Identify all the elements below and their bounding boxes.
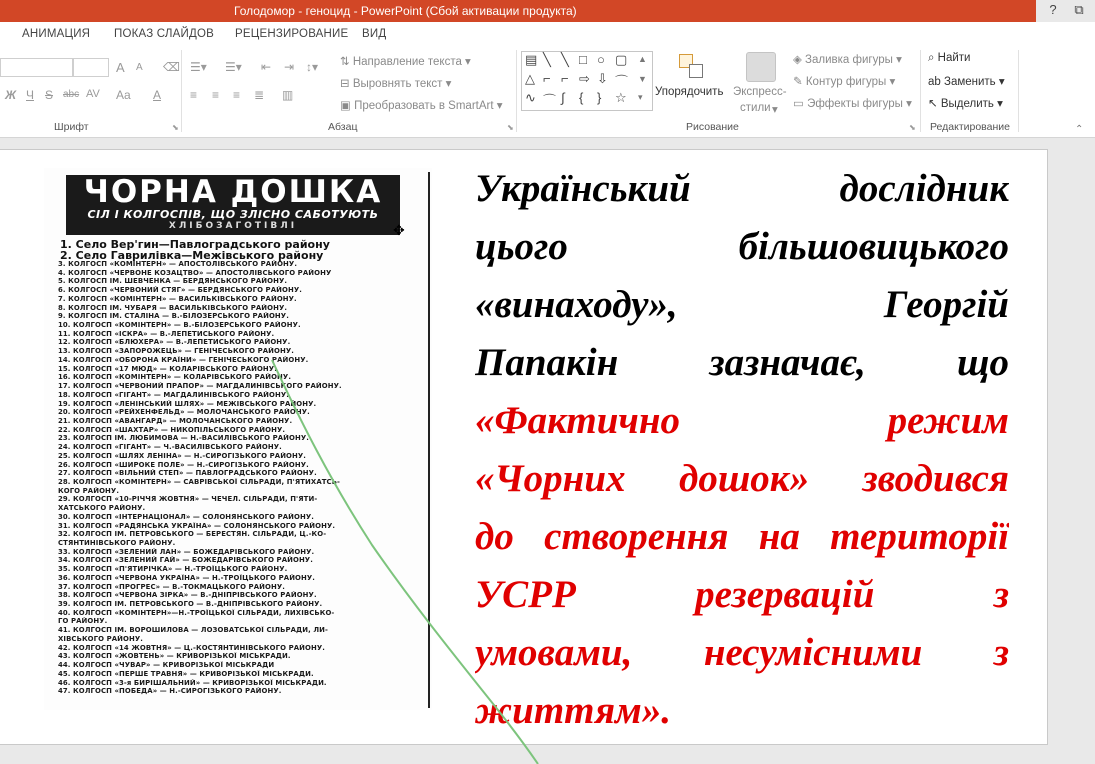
text-line-10: життям». — [475, 689, 672, 732]
newspaper-entry: 14. КОЛГОСП «ОБОРОНА КРАЇНИ» — ГЕНІЧЕСЬКОГО РАЙОНУ. — [58, 355, 309, 364]
group-separator — [1018, 50, 1019, 132]
quick-styles-dropdown-icon[interactable]: ▾ — [772, 104, 778, 116]
newspaper-entry: 31. КОЛГОСП «РАДЯНСЬКА УКРАЇНА» — СОЛОНЯНСЬКОГО РАЙОНУ. — [58, 521, 336, 530]
tab-review[interactable]: РЕЦЕНЗИРОВАНИЕ — [235, 28, 349, 40]
rounded-rect-shape-icon[interactable]: ▢ — [615, 52, 628, 67]
oval-shape-icon[interactable]: ○ — [597, 52, 605, 67]
text-direction-button[interactable]: ⇅ Направление текста ▾ — [340, 56, 471, 68]
newspaper-entry: 40. КОЛГОСП «КОМІНТЕРН»—Н.-ТРОЇЦЬКОЇ СІЛЬРАДИ, ЛИХІВСЬКО- — [58, 608, 335, 617]
brace-right-shape-icon[interactable]: } — [597, 90, 602, 105]
newspaper-lead-1: 1. Село Вер'гин—Павлоградського району — [60, 238, 330, 251]
newspaper-headline: ЧОРНА ДОШКА — [83, 174, 383, 210]
drawing-dialog-launcher[interactable]: ⬊ — [909, 123, 916, 132]
newspaper-entries — [58, 260, 420, 696]
newspaper-entry: ХАТСЬКОГО РАЙОНУ. — [58, 504, 146, 513]
text-direction-label: Направление текста — [352, 56, 462, 68]
text-line-9: умовами, несумісними з — [475, 631, 1009, 674]
align-text-button[interactable]: ⊟ Выровнять текст ▾ — [340, 78, 452, 90]
shape-fill-button[interactable]: ◈ Заливка фигуры ▾ — [793, 54, 902, 66]
quick-styles-button-line1[interactable]: Экспресс- — [733, 86, 787, 98]
tab-view[interactable]: ВИД — [362, 28, 387, 40]
replace-label: Заменить — [944, 76, 996, 88]
newspaper-subheadline-2: ХЛІБОЗАГОТІВЛІ — [168, 221, 298, 231]
newspaper-entry: 23. КОЛГОСП ІМ. ЛЮБИМОВА — Н.-ВАСИЛІВСЬКОГО РАЙОНУ. — [58, 434, 309, 443]
text-line-7: до створення на території — [475, 515, 1009, 558]
column-rule — [428, 172, 430, 708]
strikethrough-button[interactable]: S — [45, 88, 54, 102]
newspaper-entry: 12. КОЛГОСП «БЛЮХЕРА» — В.-ЛЕПЕТИСЬКОГО РАЙОНУ. — [58, 338, 291, 347]
arrange-icon[interactable] — [675, 52, 711, 82]
quick-styles-icon[interactable] — [746, 52, 776, 82]
font-name-combo[interactable] — [0, 58, 73, 77]
newspaper-entry: 46. КОЛГОСП «3-я БИРІШАЛЬНИЙ» — КРИВОРІЗЬКОЇ МІСЬКРАДИ. — [58, 678, 327, 687]
font-size-combo[interactable] — [73, 58, 109, 77]
newspaper-entry: 4. КОЛГОСП «ЧЕРВОНЕ КОЗАЦТВО» — АПОСТОЛІВСЬКОГО РАЙОНУ — [58, 268, 332, 277]
pen-icon: ✎ — [793, 76, 806, 88]
newspaper-entry: 24. КОЛГОСП «ГІГАНТ» — Ч.-ВАСИЛІВСЬКОГО РАЙОНУ. — [58, 443, 282, 452]
underline-button[interactable]: Ч — [26, 88, 34, 102]
restore-button[interactable]: ⧉ — [1074, 2, 1084, 17]
paint-bucket-icon: ◈ — [793, 54, 806, 66]
find-button[interactable] — [928, 52, 970, 65]
newspaper-entry: 37. КОЛГОСП «ПРОГРЕС» — В.-ТОКМАЦЬКОГО РАЙОНУ. — [58, 582, 285, 591]
newspaper-entry: 9. КОЛГОСП ІМ. СТАЛІНА — В.-БІЛОЗЕРСЬКОГО РАЙОНУ. — [58, 312, 289, 321]
callout-shape-icon[interactable]: ⌒ — [615, 74, 629, 89]
tab-slideshow[interactable]: ПОКАЗ СЛАЙДОВ — [114, 28, 215, 40]
newspaper-entry: 16. КОЛГОСП «КОМІНТЕРН» — КОЛАРІВСЬКОГО РАЙОНУ. — [58, 373, 292, 382]
arc-shape-icon[interactable]: ⌒ — [543, 93, 557, 108]
newspaper-entry: 35. КОЛГОСП «П'ЯТИРІЧКА» — Н.-ТРОЇЦЬКОГО РАЙОНУ. — [58, 565, 288, 574]
newspaper-entry: 5. КОЛГОСП ІМ. ШЕВЧЕНКА — БЕРДЯНСЬКОГО РАЙОНУ. — [58, 277, 288, 286]
columns-icon[interactable]: ▥ — [282, 88, 294, 102]
find-label: Найти — [937, 52, 971, 64]
newspaper-entry: 15. КОЛГОСП «17 МЮД» — КОЛАРІВСЬКОГО РАЙОНУ. — [58, 364, 277, 373]
move-cursor-icon: ✥ — [393, 222, 405, 238]
cursor-arrow-icon: ↖ — [928, 98, 941, 110]
newspaper-entry: 45. КОЛГОСП «ПЕРШЕ ТРАВНЯ» — КРИВОРІЗЬКОЇ МІСЬКРАДИ. — [58, 669, 314, 678]
newspaper-entry: 27. КОЛГОСП «ВІЛЬНИЙ СТЕП» — ПАВЛОГРАДСЬКОГО РАЙОНУ. — [58, 469, 317, 478]
justify-icon[interactable]: ≣ — [254, 88, 265, 102]
text-line-1: Український дослідник — [475, 167, 1009, 210]
newspaper-entry: 29. КОЛГОСП «10-РІЧЧЯ ЖОВТНЯ» — ЧЕЧЕЛ. СІЛЬРАДИ, П'ЯТИ- — [58, 495, 318, 504]
freeform-shape-icon[interactable]: ∫ — [561, 90, 565, 105]
newspaper-entry: ХІВСЬКОГО РАЙОНУ. — [58, 634, 143, 643]
align-center-icon[interactable]: ≡ — [212, 88, 220, 102]
shape-effects-label: Эффекты фигуры — [807, 98, 903, 110]
newspaper-entry: 34. КОЛГОСП «ЗЕЛЕНИЙ ГАЙ» — БОЖЕДАРІВСЬКОГО РАЙОНУ. — [58, 556, 313, 565]
line-shape-icon[interactable]: ╲ — [543, 52, 551, 67]
down-arrow-shape-icon[interactable]: ⇩ — [597, 71, 608, 86]
newspaper-entry: ГО РАЙОНУ. — [58, 617, 108, 626]
right-arrow-shape-icon[interactable]: ⇨ — [579, 71, 590, 86]
newspaper-entry: 19. КОЛГОСП «ЛЕНІНСЬКИЙ ШЛЯХ» — МЕЖІВСЬКОГО РАЙОНУ. — [58, 399, 317, 408]
newspaper-image[interactable] — [44, 168, 432, 710]
newspaper-entry: 17. КОЛГОСП «ЧЕРВОНИЙ ПРАПОР» — МАГДАЛИНІВСЬКОГО РАЙОНУ. — [58, 382, 342, 391]
shapes-gallery[interactable] — [521, 51, 653, 111]
window-title: Голодомор - геноцид - PowerPoint (Сбой активации продукта) — [234, 4, 577, 18]
shape-fill-label: Заливка фигуры — [805, 54, 893, 66]
numbering-icon[interactable]: ☰▾ — [225, 60, 242, 74]
triangle-shape-icon[interactable]: △ — [525, 71, 535, 86]
drawing-group-label: Рисование — [686, 121, 739, 133]
newspaper-entry: 25. КОЛГОСП «ШЛЯХ ЛЕНІНА» — Н.-СИРОГІЗЬКОГО РАЙОНУ. — [58, 451, 307, 460]
newspaper-entry: 8. КОЛГОСП ІМ. ЧУБАРЯ — ВАСИЛЬКІВСЬКОГО РАЙОНУ. — [58, 303, 288, 312]
star-shape-icon[interactable]: ☆ — [615, 90, 627, 105]
clear-format-icon[interactable]: ⌫ — [163, 60, 180, 74]
italic-button[interactable]: Ж — [5, 88, 17, 102]
line-spacing-icon[interactable]: ↕▾ — [306, 60, 319, 74]
elbow-shape-icon[interactable]: ⌐ — [543, 71, 551, 86]
newspaper-entry: 33. КОЛГОСП «ЗЕЛЕНИЙ ЛАН» — БОЖЕДАРІВСЬКОГО РАЙОНУ. — [58, 547, 315, 556]
newspaper-subheadline: СІЛ І КОЛГОСПІВ, ЩО ЗЛІСНО САБОТУЮТЬ — [87, 208, 379, 221]
newspaper-entry: 18. КОЛГОСП «ГІГАНТ» — МАГДАЛИНІВСЬКОГО РАЙОНУ. — [58, 390, 290, 399]
text-line-3: «винаходу», Георгій — [475, 283, 1009, 326]
newspaper-entry: 22. КОЛГОСП «ШАХТАР» — НИКОПІЛЬСЬКОГО РАЙОНУ. — [58, 425, 286, 434]
editing-group-label: Редактирование — [930, 121, 1010, 133]
newspaper-entry: СТЯНТИНІВСЬКОГО РАЙОНУ. — [58, 539, 176, 547]
newspaper-entry: КОГО РАЙОНУ. — [58, 486, 120, 495]
text-direction-icon: ⇅ — [340, 56, 353, 68]
replace-icon: ab — [928, 76, 944, 88]
text-line-8: УСРР резервацій з — [475, 573, 1009, 616]
quick-styles-button-line2[interactable]: стили — [740, 102, 771, 114]
shape-outline-button[interactable]: ✎ Контур фигуры ▾ — [793, 76, 896, 88]
align-text-label: Выровнять текст — [352, 78, 443, 90]
line2-shape-icon[interactable]: ╲ — [561, 52, 569, 67]
align-right-icon[interactable]: ≡ — [233, 88, 241, 102]
group-separator — [920, 50, 921, 132]
gallery-more-icon[interactable]: ▾ — [638, 92, 643, 102]
elbow2-shape-icon[interactable]: ⌐ — [561, 71, 569, 86]
decrease-indent-icon[interactable]: ⇤ — [261, 60, 272, 74]
ribbon-tabs — [0, 22, 1095, 46]
newspaper-entry: 39. КОЛГОСП ІМ. ПЕТРОВСЬКОГО — В.-ДНІПРІВСЬКОГО РАЙОНУ. — [58, 600, 323, 609]
textbox-shape-icon[interactable]: ▤ — [525, 52, 538, 67]
newspaper-lead-2: 2. Село Гаврилівка—Межівського району — [60, 249, 324, 262]
bullets-icon[interactable]: ☰▾ — [190, 60, 207, 74]
font-group-label: Шрифт — [54, 121, 89, 133]
font-dialog-launcher[interactable]: ⬊ — [172, 123, 179, 132]
newspaper-entry: 36. КОЛГОСП «ЧЕРВОНА УКРАЇНА» — Н.-ТРОЇЦЬКОГО РАЙОНУ. — [58, 573, 316, 582]
align-text-icon: ⊟ — [340, 78, 353, 90]
text-line-4: Папакін зазначає, що — [475, 341, 1009, 384]
shadow-button[interactable]: abc — [63, 89, 80, 100]
replace-button[interactable]: ab Заменить ▾ — [928, 76, 1005, 88]
text-line-6: «Чорних дошок» зводився — [475, 457, 1009, 500]
newspaper-entry: 28. КОЛГОСП «КОМІНТЕРН» — САВРІВСЬКОЇ СІЛЬРАДИ, П'ЯТИХАТСЬ- — [58, 477, 341, 486]
newspaper-entry: 30. КОЛГОСП «ІНТЕРНАЦІОНАЛ» — СОЛОНЯНСЬКОГО РАЙОНУ. — [58, 512, 314, 521]
smartart-label: Преобразовать в SmartArt — [354, 100, 494, 112]
smartart-icon: ▣ — [340, 100, 355, 112]
change-case-button[interactable]: Aa — [116, 88, 131, 102]
newspaper-entry: 20. КОЛГОСП «РЕЙХЕНФЕЛЬД» — МОЛОЧАНСЬКОГО РАЙОНУ. — [58, 408, 310, 417]
collapse-ribbon-icon[interactable]: ⌃ — [1075, 124, 1084, 135]
newspaper-entry: 13. КОЛГОСП «ЗАПОРОЖЕЦЬ» — ГЕНІЧЕСЬКОГО РАЙОНУ. — [58, 347, 294, 356]
effects-icon: ▭ — [793, 98, 808, 110]
newspaper-entry: 26. КОЛГОСП «ШИРОКЕ ПОЛЕ» — Н.-СИРОГІЗЬКОГО РАЙОНУ. — [58, 460, 309, 469]
newspaper-entry: 44. КОЛГОСП «ЧУВАР» — КРИВОРІЗЬКОЇ МІСЬКРАДИ — [58, 661, 275, 670]
text-line-5: «Фактично режим — [475, 399, 1009, 442]
brace-left-shape-icon[interactable]: { — [579, 90, 584, 105]
font-color-button[interactable]: A — [153, 88, 162, 102]
newspaper-entry: 42. КОЛГОСП «14 ЖОВТНЯ» — Ц.-КОСТЯНТИНІВСЬКОГО РАЙОНУ. — [58, 643, 325, 652]
binoculars-icon: ⌕ — [928, 52, 938, 64]
curve-shape-icon[interactable]: ∿ — [525, 90, 536, 105]
newspaper-entry: 21. КОЛГОСП «АВАНГАРД» — МОЛОЧАНСЬКОГО РАЙОНУ. — [58, 416, 293, 425]
newspaper-entry: 10. КОЛГОСП «КОМІНТЕРН» — В.-БІЛОЗЕРСЬКОГО РАЙОНУ. — [58, 321, 301, 330]
newspaper-entry: 3. КОЛГОСП «КОМІНТЕРН» — АПОСТОЛІВСЬКОГО РАЙОНУ. — [58, 260, 298, 268]
slide-textbox[interactable] — [475, 160, 1009, 740]
paragraph-dialog-launcher[interactable]: ⬊ — [507, 123, 514, 132]
arrange-button[interactable]: Упорядочить — [655, 86, 724, 98]
shrink-font-button[interactable]: A — [136, 62, 143, 73]
grow-font-button[interactable]: A — [116, 60, 125, 75]
newspaper-entry: 47. КОЛГОСП «ПОБЕДА» — Н.-СИРОГІЗЬКОГО РАЙОНУ. — [58, 687, 282, 696]
group-separator — [516, 50, 517, 132]
tab-animation[interactable]: АНИМАЦИЯ — [22, 28, 91, 40]
select-label: Выделить — [940, 98, 994, 110]
newspaper-entry: 43. КОЛГОСП «ЖОВТЕНЬ» — КРИВОРІЗЬКОЇ МІСЬКРАДИ. — [58, 652, 291, 661]
newspaper-entry: 41. КОЛГОСП ІМ. ВОРОШИЛОВА — ЛОЗОВАТСЬКОЇ СІЛЬРАДИ, ЛИ- — [58, 626, 329, 635]
newspaper-headline-block — [66, 175, 400, 235]
paragraph-group-label: Абзац — [328, 121, 358, 133]
increase-indent-icon[interactable]: ⇥ — [284, 60, 295, 74]
shape-outline-label: Контур фигуры — [805, 76, 887, 88]
smartart-button[interactable]: ▣ Преобразовать в SmartArt ▾ — [340, 100, 503, 112]
help-button[interactable]: ? — [1049, 2, 1057, 17]
newspaper-entry: 6. КОЛГОСП «ЧЕРВОНИЙ СТЯГ» — БЕРДЯНСЬКОГО РАЙОНУ. — [58, 286, 302, 295]
gallery-scroll-up-icon[interactable]: ▲ — [638, 54, 647, 64]
gallery-scroll-down-icon[interactable]: ▼ — [638, 74, 647, 84]
newspaper-entry: 38. КОЛГОСП «ЧЕРВОНА ЗІРКА» — В.-ДНІПРІВСЬКОГО РАЙОНУ. — [58, 591, 317, 600]
align-left-icon[interactable]: ≡ — [190, 88, 198, 102]
newspaper-entry: 11. КОЛГОСП «ІСКРА» — В.-ЛЕПЕТИСЬКОГО РАЙОНУ. — [58, 329, 275, 338]
text-line-2: цього більшовицького — [475, 225, 1009, 268]
shape-effects-button[interactable]: ▭ Эффекты фигуры ▾ — [793, 98, 912, 110]
char-spacing-button[interactable]: AV — [86, 88, 100, 100]
rectangle-shape-icon[interactable]: □ — [579, 52, 587, 67]
newspaper-entry: 7. КОЛГОСП «КОМІНТЕРН» — ВАСИЛЬКІВСЬКОГО РАЙОНУ. — [58, 294, 297, 303]
newspaper-entry: 32. КОЛГОСП ІМ. ПЕТРОВСЬКОГО — БЕРЕСТЯН. СІЛЬРАДИ, Ц.-КО- — [58, 530, 327, 539]
ribbon — [0, 46, 1095, 138]
group-separator — [181, 50, 182, 132]
select-button[interactable]: ↖ Выделить ▾ — [928, 98, 1003, 110]
title-bar — [0, 0, 1036, 22]
